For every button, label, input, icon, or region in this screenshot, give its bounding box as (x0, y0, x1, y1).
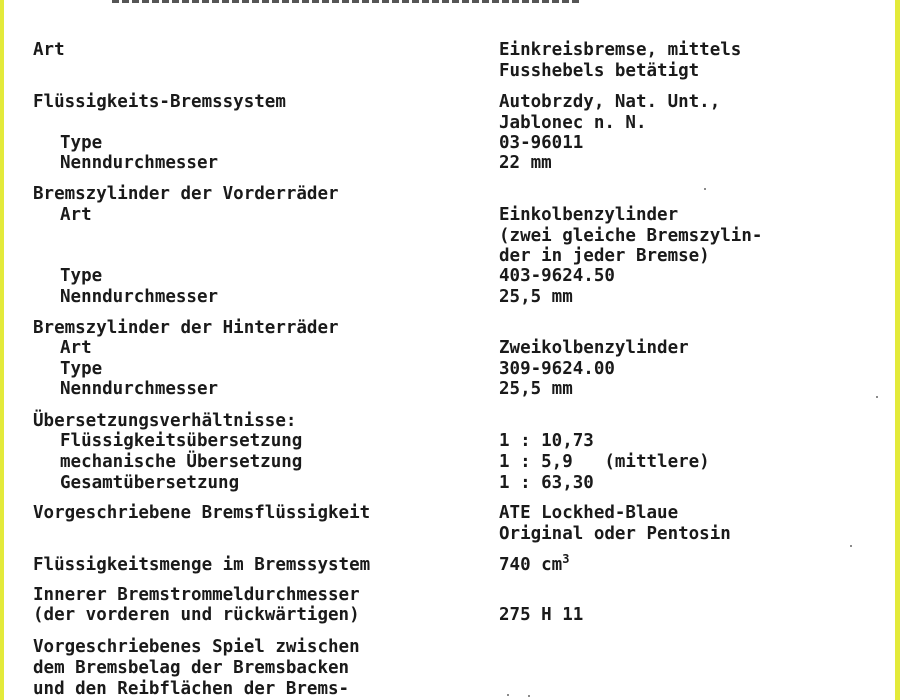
label-hinter-art: Art (60, 338, 92, 358)
value-bremssystem-maker-line2: Jablonec n. N. (499, 113, 647, 133)
value-bremstrommeldurchmesser: 275 H 11 (499, 605, 584, 625)
label-hinter-type: Type (60, 359, 103, 379)
label-fluessigkeits-bremssystem: Flüssigkeits-Bremssystem (33, 92, 286, 112)
heading-uebersetzungsverhaeltnisse: Übersetzungsverhältnisse: (33, 411, 297, 431)
value-vorder-art-line1: Einkolbenzylinder (499, 205, 679, 225)
heading-bremszylinder-vorderraeder: Bremszylinder der Vorderräder (33, 184, 339, 204)
scan-speck (704, 188, 706, 190)
label-vorgeschriebenes-spiel-line3: und den Reibflächen der Brems- (33, 679, 350, 699)
value-bremssystem-maker-line1: Autobrzdy, Nat. Unt., (499, 92, 721, 112)
scan-speck (850, 545, 852, 547)
value-vorder-art-line3: der in jeder Bremse) (499, 246, 710, 266)
value-art-line2: Fusshebels betätigt (499, 61, 700, 81)
label-mechanische-uebersetzung: mechanische Übersetzung (60, 452, 303, 472)
value-vorder-art-line2: (zwei gleiche Bremszylin- (499, 226, 763, 246)
label-fluessigkeitsuebersetzung: Flüssigkeitsübersetzung (60, 431, 303, 451)
scan-speck (507, 694, 509, 696)
value-hinter-nenndurchmesser: 25,5 mm (499, 379, 573, 399)
cut-off-text-line (112, 0, 582, 4)
document-page (4, 0, 895, 700)
value-fluessigkeitsmenge (499, 552, 570, 576)
value-hinter-type: 309-9624.00 (499, 359, 615, 379)
label-vorgeschriebene-bremsfluessigkeit: Vorgeschriebene Bremsflüssigkeit (33, 503, 371, 523)
label-bremstrommeldurchmesser-line1: Innerer Bremstrommeldurchmesser (33, 585, 360, 605)
value-bremsfluessigkeit-line2: Original oder Pentosin (499, 524, 731, 544)
value-art-line1: Einkreisbremse, mittels (499, 40, 742, 60)
label-bremstrommeldurchmesser-line2: (der vorderen und rückwärtigen) (33, 605, 360, 625)
label-vorgeschriebenes-spiel-line1: Vorgeschriebenes Spiel zwischen (33, 637, 360, 657)
value-fluessigkeitsmenge-number: 740 cm (499, 555, 563, 575)
label-vorder-nenndurchmesser: Nenndurchmesser (60, 287, 219, 307)
label-vorder-art: Art (60, 205, 92, 225)
label-bremssystem-nenndurchmesser: Nenndurchmesser (60, 153, 219, 173)
scan-speck (528, 695, 530, 697)
value-fluessigkeitsuebersetzung: 1 : 10,73 (499, 431, 594, 451)
value-mechanische-uebersetzung: 1 : 5,9 (mittlere) (499, 452, 710, 472)
label-art: Art (33, 40, 65, 60)
scan-speck (876, 396, 878, 398)
value-bremssystem-type: 03-96011 (499, 133, 584, 153)
label-fluessigkeitsmenge: Flüssigkeitsmenge im Bremssystem (33, 555, 371, 575)
value-hinter-art: Zweikolbenzylinder (499, 338, 689, 358)
label-vorgeschriebenes-spiel-line2: dem Bremsbelag der Bremsbacken (33, 658, 350, 678)
value-bremsfluessigkeit-line1: ATE Lockhed-Blaue (499, 503, 679, 523)
value-vorder-type: 403-9624.50 (499, 266, 615, 286)
value-vorder-nenndurchmesser: 25,5 mm (499, 287, 573, 307)
label-vorder-type: Type (60, 266, 103, 286)
label-gesamtuebersetzung: Gesamtübersetzung (60, 473, 240, 493)
value-bremssystem-nenndurchmesser: 22 mm (499, 153, 552, 173)
value-gesamtuebersetzung: 1 : 63,30 (499, 473, 594, 493)
label-hinter-nenndurchmesser: Nenndurchmesser (60, 379, 219, 399)
label-bremssystem-type: Type (60, 133, 103, 153)
value-fluessigkeitsmenge-exponent: 3 (562, 552, 570, 567)
heading-bremszylinder-hinterraeder: Bremszylinder der Hinterräder (33, 318, 339, 338)
